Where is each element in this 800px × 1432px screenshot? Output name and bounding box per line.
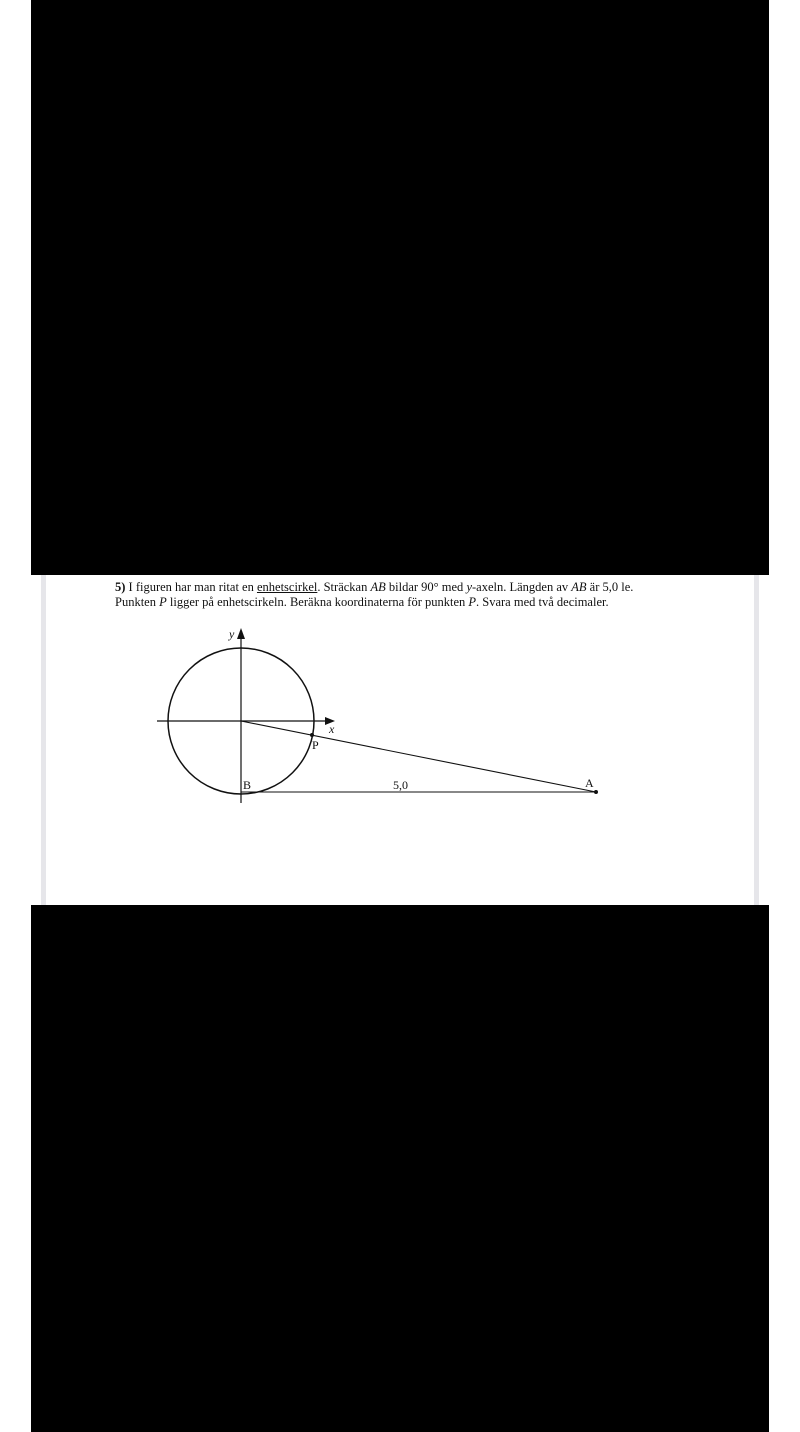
bottom-black-area <box>31 905 769 1432</box>
point-a-label: A <box>585 776 594 790</box>
unit-circle-figure <box>31 575 769 905</box>
x-axis-label: x <box>329 722 335 736</box>
line-origin-to-a <box>241 721 596 792</box>
question-number: 5) <box>115 580 126 594</box>
top-black-area <box>31 0 769 575</box>
y-axis-label: y <box>229 627 235 641</box>
y-axis-arrow <box>237 628 245 639</box>
question-text: 5) I figuren har man ritat en enhetscirkel. Sträckan AB bildar 90° med y-axeln. Längden av AB är 5,0 le. Punkten P ligger på enhetscirkeln. Beräkna koordinaterna för punkten P. Svara med två decimaler. <box>115 580 634 609</box>
segment-length-label: 5,0 <box>393 778 408 792</box>
point-p <box>310 733 314 737</box>
point-p-label: P <box>312 738 319 752</box>
document-page <box>31 575 769 905</box>
underlined-term: enhetscirkel <box>256 580 318 594</box>
point-b-label: B <box>243 778 252 792</box>
point-a <box>594 790 598 794</box>
